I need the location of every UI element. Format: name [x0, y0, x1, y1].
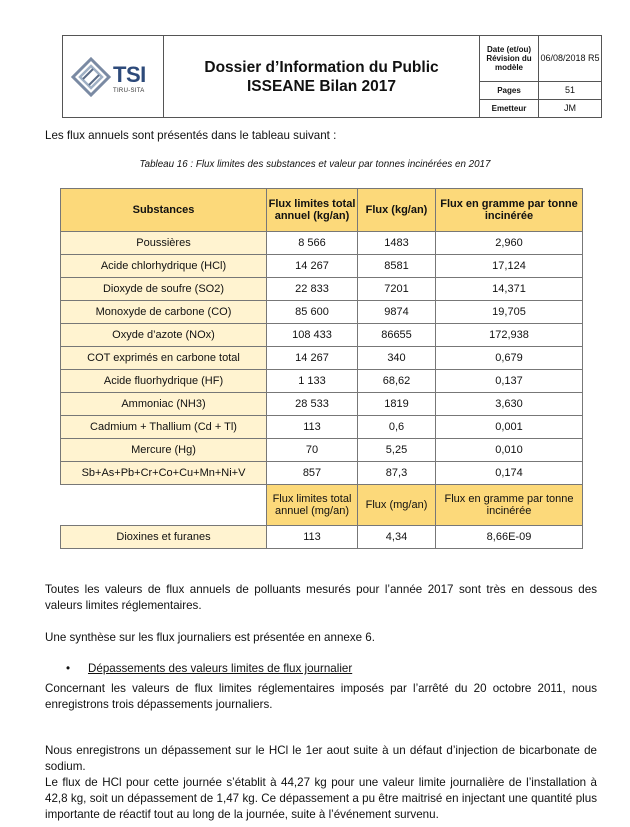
table-row — [61, 370, 583, 393]
table-cell: Mercure (Hg) — [61, 439, 267, 462]
table-cell: 4,34 — [358, 526, 436, 549]
table-cell: Acide chlorhydrique (HCl) — [61, 255, 267, 278]
table-row — [61, 347, 583, 370]
table-row — [61, 462, 583, 485]
header-flux-gramme: Flux en gramme par tonne incinérée — [436, 189, 583, 232]
header-substances: Substances — [61, 189, 267, 232]
table-cell: 0,6 — [358, 416, 436, 439]
meta-value-date: 06/08/2018 R5 — [539, 36, 602, 82]
title-line-2: ISSEANE Bilan 2017 — [246, 77, 397, 95]
table-row — [61, 416, 583, 439]
table-cell: Oxyde d’azote (NOx) — [61, 324, 267, 347]
table-cell: 113 — [267, 416, 358, 439]
table-cell: 108 433 — [267, 324, 358, 347]
meta-label-pages: Pages — [480, 81, 539, 99]
table-cell: 85 600 — [267, 301, 358, 324]
table-cell: 8581 — [358, 255, 436, 278]
table-cell: Dioxyde de soufre (SO2) — [61, 278, 267, 301]
table-cell: 22 833 — [267, 278, 358, 301]
table-cell: 8,66E-09 — [436, 526, 583, 549]
table-cell: 1 133 — [267, 370, 358, 393]
logo-subtitle: TIRU-SITA — [113, 87, 145, 94]
table-caption: Tableau 16 : Flux limites des substances et valeur par tonnes incinérées en 2017 — [139, 159, 491, 170]
meta-value-pages: 51 — [539, 81, 602, 99]
table-cell: Ammoniac (NH3) — [61, 393, 267, 416]
table-cell: 70 — [267, 439, 358, 462]
table-cell: 14 267 — [267, 255, 358, 278]
table-cell: 857 — [267, 462, 358, 485]
bullet-item — [66, 662, 352, 675]
table-row — [61, 324, 583, 347]
document-header — [62, 35, 602, 118]
table-cell: Cadmium + Thallium (Cd + Tl) — [61, 416, 267, 439]
paragraph-4: Nous enregistrons un dépassement sur le HCl le 1er aout suite à un défaut d’injection de bicarbonate de sodium. — [45, 744, 597, 773]
table-cell: Poussières — [61, 232, 267, 255]
table-header-row — [61, 189, 583, 232]
table-row — [61, 278, 583, 301]
meta-value-emetteur: JM — [539, 99, 602, 117]
table-subheader-row — [61, 485, 583, 526]
table-cell: Sb+As+Pb+Cr+Co+Cu+Mn+Ni+V — [61, 462, 267, 485]
subheader-flux-gramme: Flux en gramme par tonne incinérée — [436, 485, 583, 526]
table-cell: 3,630 — [436, 393, 583, 416]
title-line-1: Dossier d’Information du Public — [204, 58, 439, 76]
table-cell: 1819 — [358, 393, 436, 416]
table-cell: 19,705 — [436, 301, 583, 324]
header-flux: Flux (kg/an) — [358, 189, 436, 232]
paragraph-5: Le flux de HCl pour cette journée s’établit à 44,27 kg pour une valeur limite journalière de l’installation à 42,8 kg, soit un dépassement de 1,47 kg. Ce dépassement a pu être maitrisé en injectant une quantité plus importante de réactif tout au long de la journée, suite à l’événement survenu. — [45, 776, 597, 821]
table-cell: 86655 — [358, 324, 436, 347]
table-cell: 340 — [358, 347, 436, 370]
table-cell: 8 566 — [267, 232, 358, 255]
table-row — [61, 255, 583, 278]
table-row — [61, 439, 583, 462]
table-row — [61, 301, 583, 324]
subheader-empty — [61, 485, 267, 526]
table-cell: 0,137 — [436, 370, 583, 393]
flux-table — [60, 188, 583, 549]
paragraph-2: Une synthèse sur les flux journaliers est présentée en annexe 6. — [45, 631, 375, 644]
table-row — [61, 393, 583, 416]
subheader-flux: Flux (mg/an) — [358, 485, 436, 526]
table-cell: 5,25 — [358, 439, 436, 462]
table-cell: 0,679 — [436, 347, 583, 370]
table-cell: 2,960 — [436, 232, 583, 255]
table-cell: Monoxyde de carbone (CO) — [61, 301, 267, 324]
tsi-logo — [69, 51, 157, 103]
table-cell: 0,174 — [436, 462, 583, 485]
table-cell: 14,371 — [436, 278, 583, 301]
table-cell: 17,124 — [436, 255, 583, 278]
paragraph-3: Concernant les valeurs de flux limites réglementaires imposés par l’arrêté du 20 octobre 2011, nous enregistrons trois dépassements journaliers. — [45, 682, 597, 711]
table-cell: 0,010 — [436, 439, 583, 462]
table-cell: 9874 — [358, 301, 436, 324]
table-row — [61, 232, 583, 255]
document-title — [164, 36, 480, 118]
table-cell: 1483 — [358, 232, 436, 255]
table-cell: 172,938 — [436, 324, 583, 347]
logo-text: TSI — [113, 61, 146, 87]
table-cell: 113 — [267, 526, 358, 549]
meta-label-date: Date (et/ou) Révision du modèle — [480, 36, 539, 82]
bullet-text: Dépassements des valeurs limites de flux journalier — [88, 662, 353, 675]
tsi-logo-icon — [71, 57, 111, 97]
table-cell: 7201 — [358, 278, 436, 301]
table-row-dioxines — [61, 526, 583, 549]
header-flux-limites: Flux limites total annuel (kg/an) — [267, 189, 358, 232]
table-cell: 0,001 — [436, 416, 583, 439]
table-cell: Dioxines et furanes — [61, 526, 267, 549]
table-cell: 68,62 — [358, 370, 436, 393]
bullet-icon: • — [66, 662, 71, 675]
subheader-flux-limites: Flux limites total annuel (mg/an) — [267, 485, 358, 526]
paragraph-1: Toutes les valeurs de flux annuels de polluants mesurés pour l’année 2017 sont très en dessous des valeurs limites réglementaires. — [45, 583, 597, 612]
table-cell: COT exprimés en carbone total — [61, 347, 267, 370]
table-cell: Acide fluorhydrique (HF) — [61, 370, 267, 393]
intro-text: Les flux annuels sont présentés dans le tableau suivant : — [45, 129, 337, 142]
table-cell: 87,3 — [358, 462, 436, 485]
table-cell: 28 533 — [267, 393, 358, 416]
logo-cell — [63, 36, 164, 118]
table-cell: 14 267 — [267, 347, 358, 370]
meta-label-emetteur: Emetteur — [480, 99, 539, 117]
